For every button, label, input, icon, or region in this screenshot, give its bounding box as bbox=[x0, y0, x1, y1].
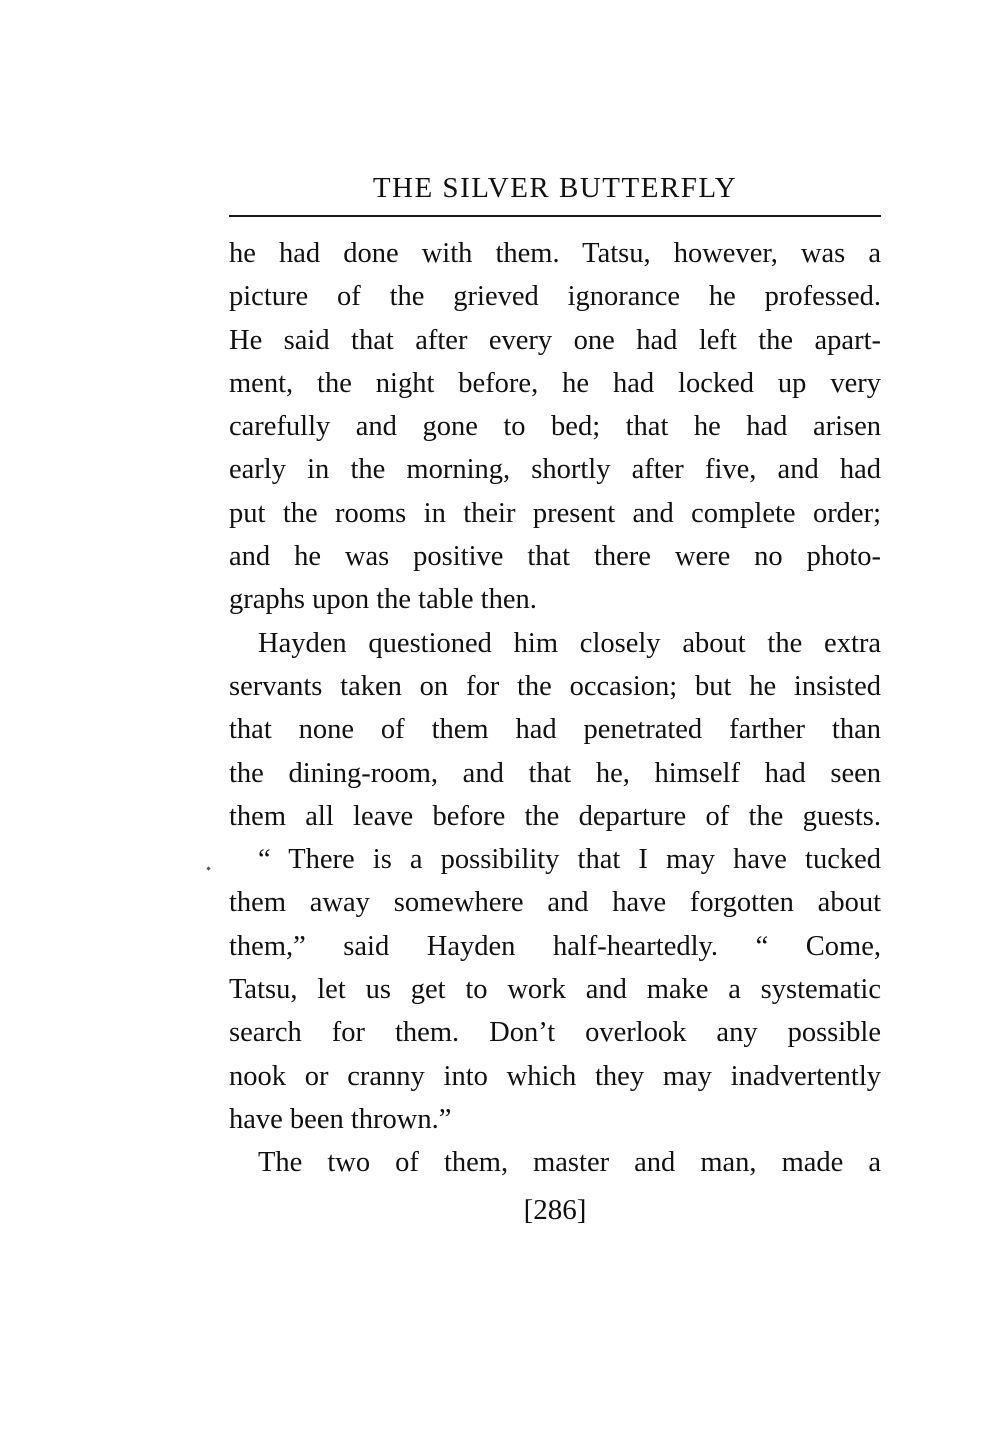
text-line: them away somewhere and have forgotten about bbox=[229, 887, 881, 919]
print-speck bbox=[206, 866, 210, 870]
text-line: them,” said Hayden half-heartedly. “ Come, bbox=[229, 930, 881, 962]
text-line: put the rooms in their present and complete order; bbox=[229, 497, 881, 529]
header-rule bbox=[229, 215, 881, 217]
text-line: servants taken on for the occasion; but he insisted bbox=[229, 670, 881, 702]
text-line: the dining-room, and that he, himself had seen bbox=[229, 757, 881, 789]
text-line: Tatsu, let us get to work and make a systematic bbox=[229, 974, 881, 1006]
text-line: have been thrown.” bbox=[229, 1103, 452, 1135]
text-line: nook or cranny into which they may inadvertently bbox=[229, 1060, 881, 1092]
text-line: carefully and gone to bed; that he had arisen bbox=[229, 411, 881, 443]
paragraph-start-line: The two of them, master and man, made a bbox=[258, 1147, 881, 1179]
paragraph-start-line: Hayden questioned him closely about the extra bbox=[258, 627, 881, 659]
text-line: He said that after every one had left the apart- bbox=[229, 324, 881, 356]
text-line: picture of the grieved ignorance he professed. bbox=[229, 281, 881, 313]
body-text bbox=[229, 232, 881, 1185]
page-number: [286] bbox=[523, 1194, 587, 1226]
text-line: and he was positive that there were no photo- bbox=[229, 541, 881, 573]
running-head: THE SILVER BUTTERFLY bbox=[372, 172, 738, 204]
text-line: ment, the night before, he had locked up very bbox=[229, 367, 881, 399]
text-line: them all leave before the departure of the guests. bbox=[229, 800, 881, 832]
paragraph-start-line: “ There is a possibility that I may have tucked bbox=[258, 844, 881, 876]
text-line: that none of them had penetrated farther than bbox=[229, 714, 881, 746]
text-line: search for them. Don’t overlook any possible bbox=[229, 1017, 881, 1049]
text-line: graphs upon the table then. bbox=[229, 584, 537, 616]
text-line: early in the morning, shortly after five, and had bbox=[229, 454, 881, 486]
text-line: he had done with them. Tatsu, however, was a bbox=[229, 238, 881, 269]
